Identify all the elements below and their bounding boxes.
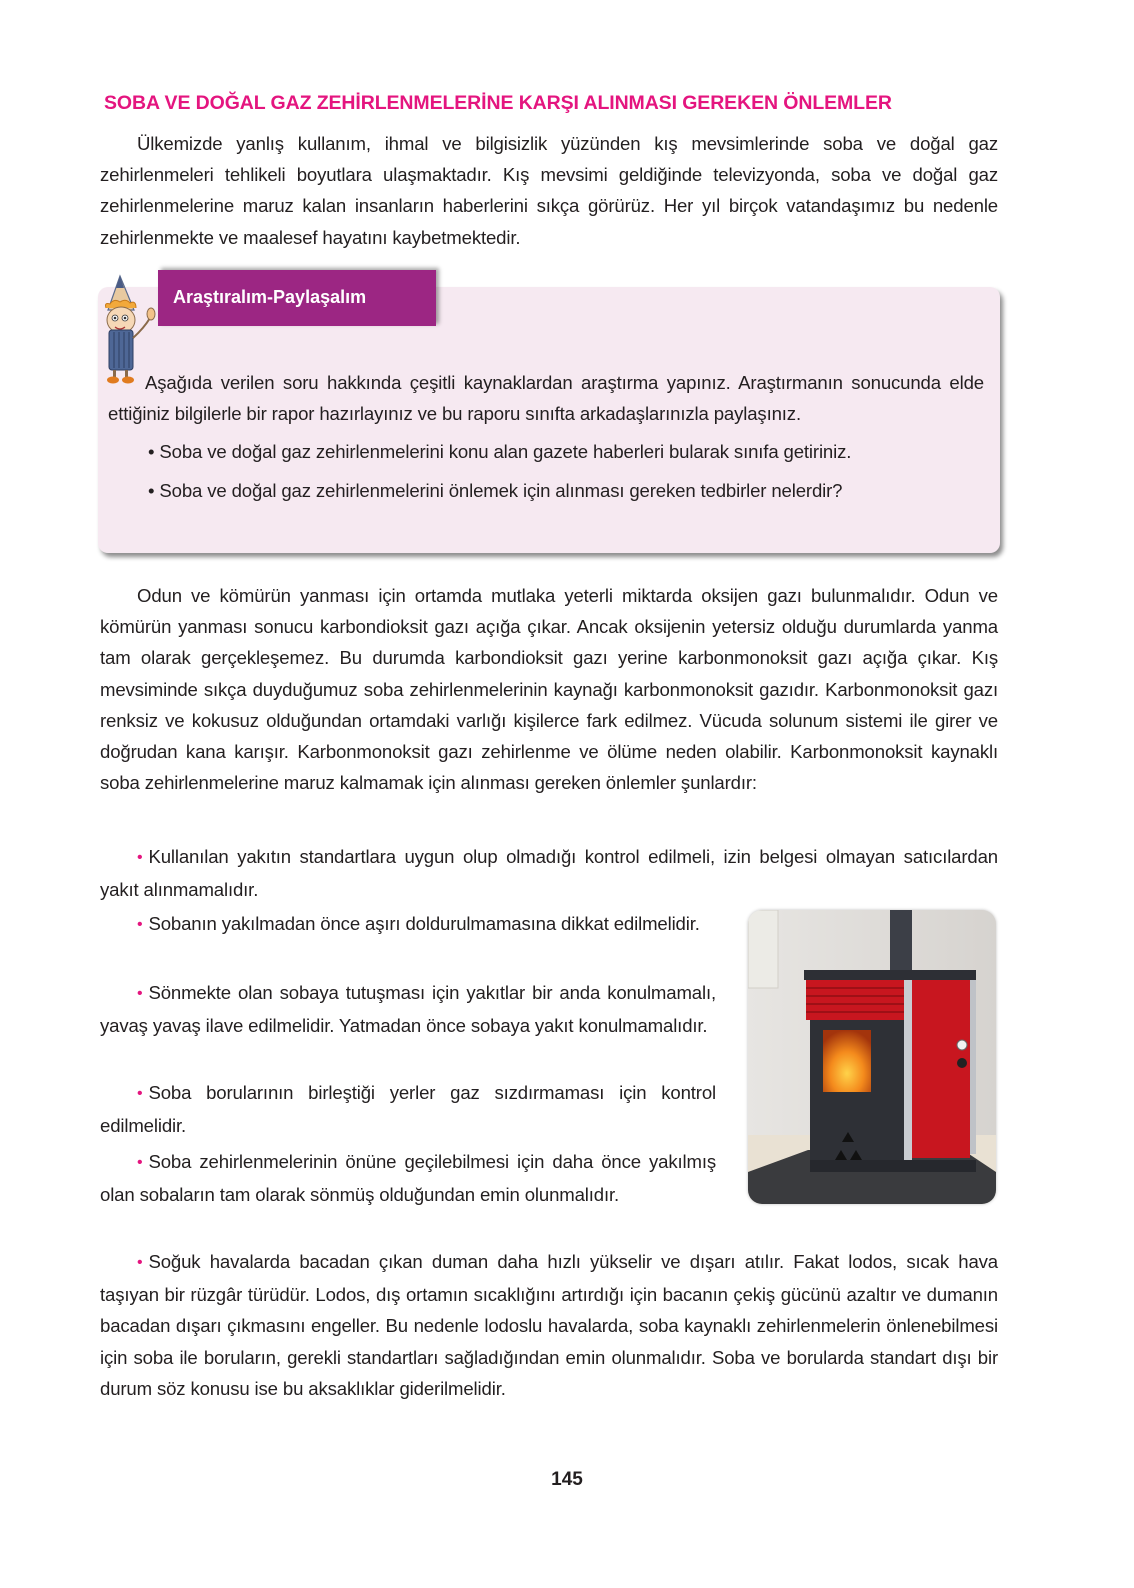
activity-label (158, 270, 436, 326)
bullet-text: Soğuk havalarda bacadan çıkan duman daha hızlı yükselir ve dışarı atılır. Fakat lodos, sıcak hava taşıyan bir rüzgâr türüdür. Lodos, dış ortamın sıcaklığını artırdığı için bacanın çekiş gücünü azaltır ve dumanın bacadan dışarı çıkmasını engeller. Bu nedenle lodoslu havalarda, soba kaynaklı zehirlenmelerin önlenebilmesi için soba ile boruların, gerekli standartları sağladığından emin olunmalıdır. Soba ve borularda standart dışı bir durum söz konusu ise bu aksaklıklar giderilmelidir. (100, 1251, 998, 1399)
page-number: 145 (551, 1469, 583, 1490)
activity-bullet-text: Soba ve doğal gaz zehirlenmelerini önlemek için alınması gereken tedbirler nelerdir? (159, 479, 843, 501)
bullet-item (100, 1077, 716, 1141)
activity-bullet-text: Soba ve doğal gaz zehirlenmelerini konu alan gazete haberleri bularak sınıfa getiriniz. (159, 441, 852, 463)
activity-content (108, 367, 984, 506)
section-title: SOBA VE DOĞAL GAZ ZEHİRLENMELERİNE KARŞI ALINMASI GEREKEN ÖNLEMLER (104, 92, 892, 114)
bullet-item (100, 1246, 998, 1404)
activity-instruction: Aşağıda verilen soru hakkında çeşitli kaynaklardan araştırma yapınız. Araştırmanın sonucunda elde ettiğiniz bilgilerle bir rapor hazırlayınız ve bu raporu sınıfta arkadaşlarınızla paylaşınız. (108, 372, 984, 425)
bullet-item (100, 841, 998, 905)
bullet-text: Soba borularının birleştiği yerler gaz sızdırmaması için kontrol edilmelidir. (100, 1082, 716, 1137)
bullet-dot-icon: • (137, 916, 143, 933)
bullet-dot-icon: • (137, 1154, 143, 1171)
bullet-dot-icon: • (137, 849, 143, 866)
pencil-character-icon (100, 272, 162, 388)
body-paragraph (100, 580, 998, 798)
body-text: Odun ve kömürün yanması için ortamda mutlaka yeterli miktarda oksijen gazı bulunmalıdır. Odun ve kömürün yanması sonucu karbondioksit gazı açığa çıkar. Ancak oksijenin yetersiz olduğu durumlarda yanma tam olarak gerçekleşemez. Bu durumda karbondioksit gazı yerine karbonmonoksit gazı açığa çıkar. Kış mevsiminde sıkça duyduğumuz soba zehirlenmelerinin kaynağı karbonmonoksit gazıdır. Karbonmonoksit gazı renksiz ve kokusuz olduğundan ortamdaki varlığı kişilerce fark edilmez. Vücuda solunum sistemi ile girer ve doğrudan kana karışır. Karbonmonoksit gazı zehirlenme ve ölüme neden olabilir. Karbonmonoksit kaynaklı soba zehirlenmelerine maruz kalmamak için alınması gereken önlemler şunlardır: (100, 585, 998, 794)
activity-bullet: • Soba ve doğal gaz zehirlenmelerini önlemek için alınması gereken tedbirler nelerdir? (148, 479, 843, 501)
activity-bullet: • Soba ve doğal gaz zehirlenmelerini konu alan gazete haberleri bularak sınıfa getiriniz. (148, 441, 852, 463)
bullet-text: Kullanılan yakıtın standartlara uygun olup olmadığı kontrol edilmeli, izin belgesi olmayan satıcılardan yakıt alınmamalıdır. (100, 846, 998, 901)
stove-image-icon (748, 910, 996, 1204)
stove-photo (748, 910, 996, 1204)
bullet-text: Sönmekte olan sobaya tutuşması için yakıtlar bir anda konulmamalı, yavaş yavaş ilave edilmelidir. Yatmadan önce sobaya yakıt konulmamalıdır. (100, 982, 716, 1037)
activity-label-text: Araştıralım-Paylaşalım (173, 287, 367, 307)
bullet-dot-icon: • (137, 1254, 143, 1271)
intro-paragraph (100, 128, 998, 253)
bullet-text: Sobanın yakılmadan önce aşırı doldurulmamasına dikkat edilmelidir. (148, 913, 700, 934)
bullet-dot-icon: • (137, 1085, 143, 1102)
intro-text: Ülkemizde yanlış kullanım, ihmal ve bilgisizlik yüzünden kış mevsimlerinde soba ve doğal gaz zehirlenmeleri tehlikeli boyutlara ulaşmaktadır. Kış mevsimi geldiğinde televizyonda, soba ve doğal gaz zehirlenmelerine maruz kalan insanların haberlerini sıkça görürüz. Her yıl birçok vatandaşımız bu nedenle zehirlenmekte ve maalesef hayatını kaybetmektedir. (100, 133, 998, 248)
bullet-item (100, 977, 716, 1041)
bullet-item (100, 908, 716, 941)
bullet-text: Soba zehirlenmelerinin önüne geçilebilmesi için daha önce yakılmış olan sobaların tam olarak sönmüş olduğundan emin olunmalıdır. (100, 1151, 716, 1206)
bullet-item (100, 1146, 716, 1210)
bullet-dot-icon: • (137, 985, 143, 1002)
